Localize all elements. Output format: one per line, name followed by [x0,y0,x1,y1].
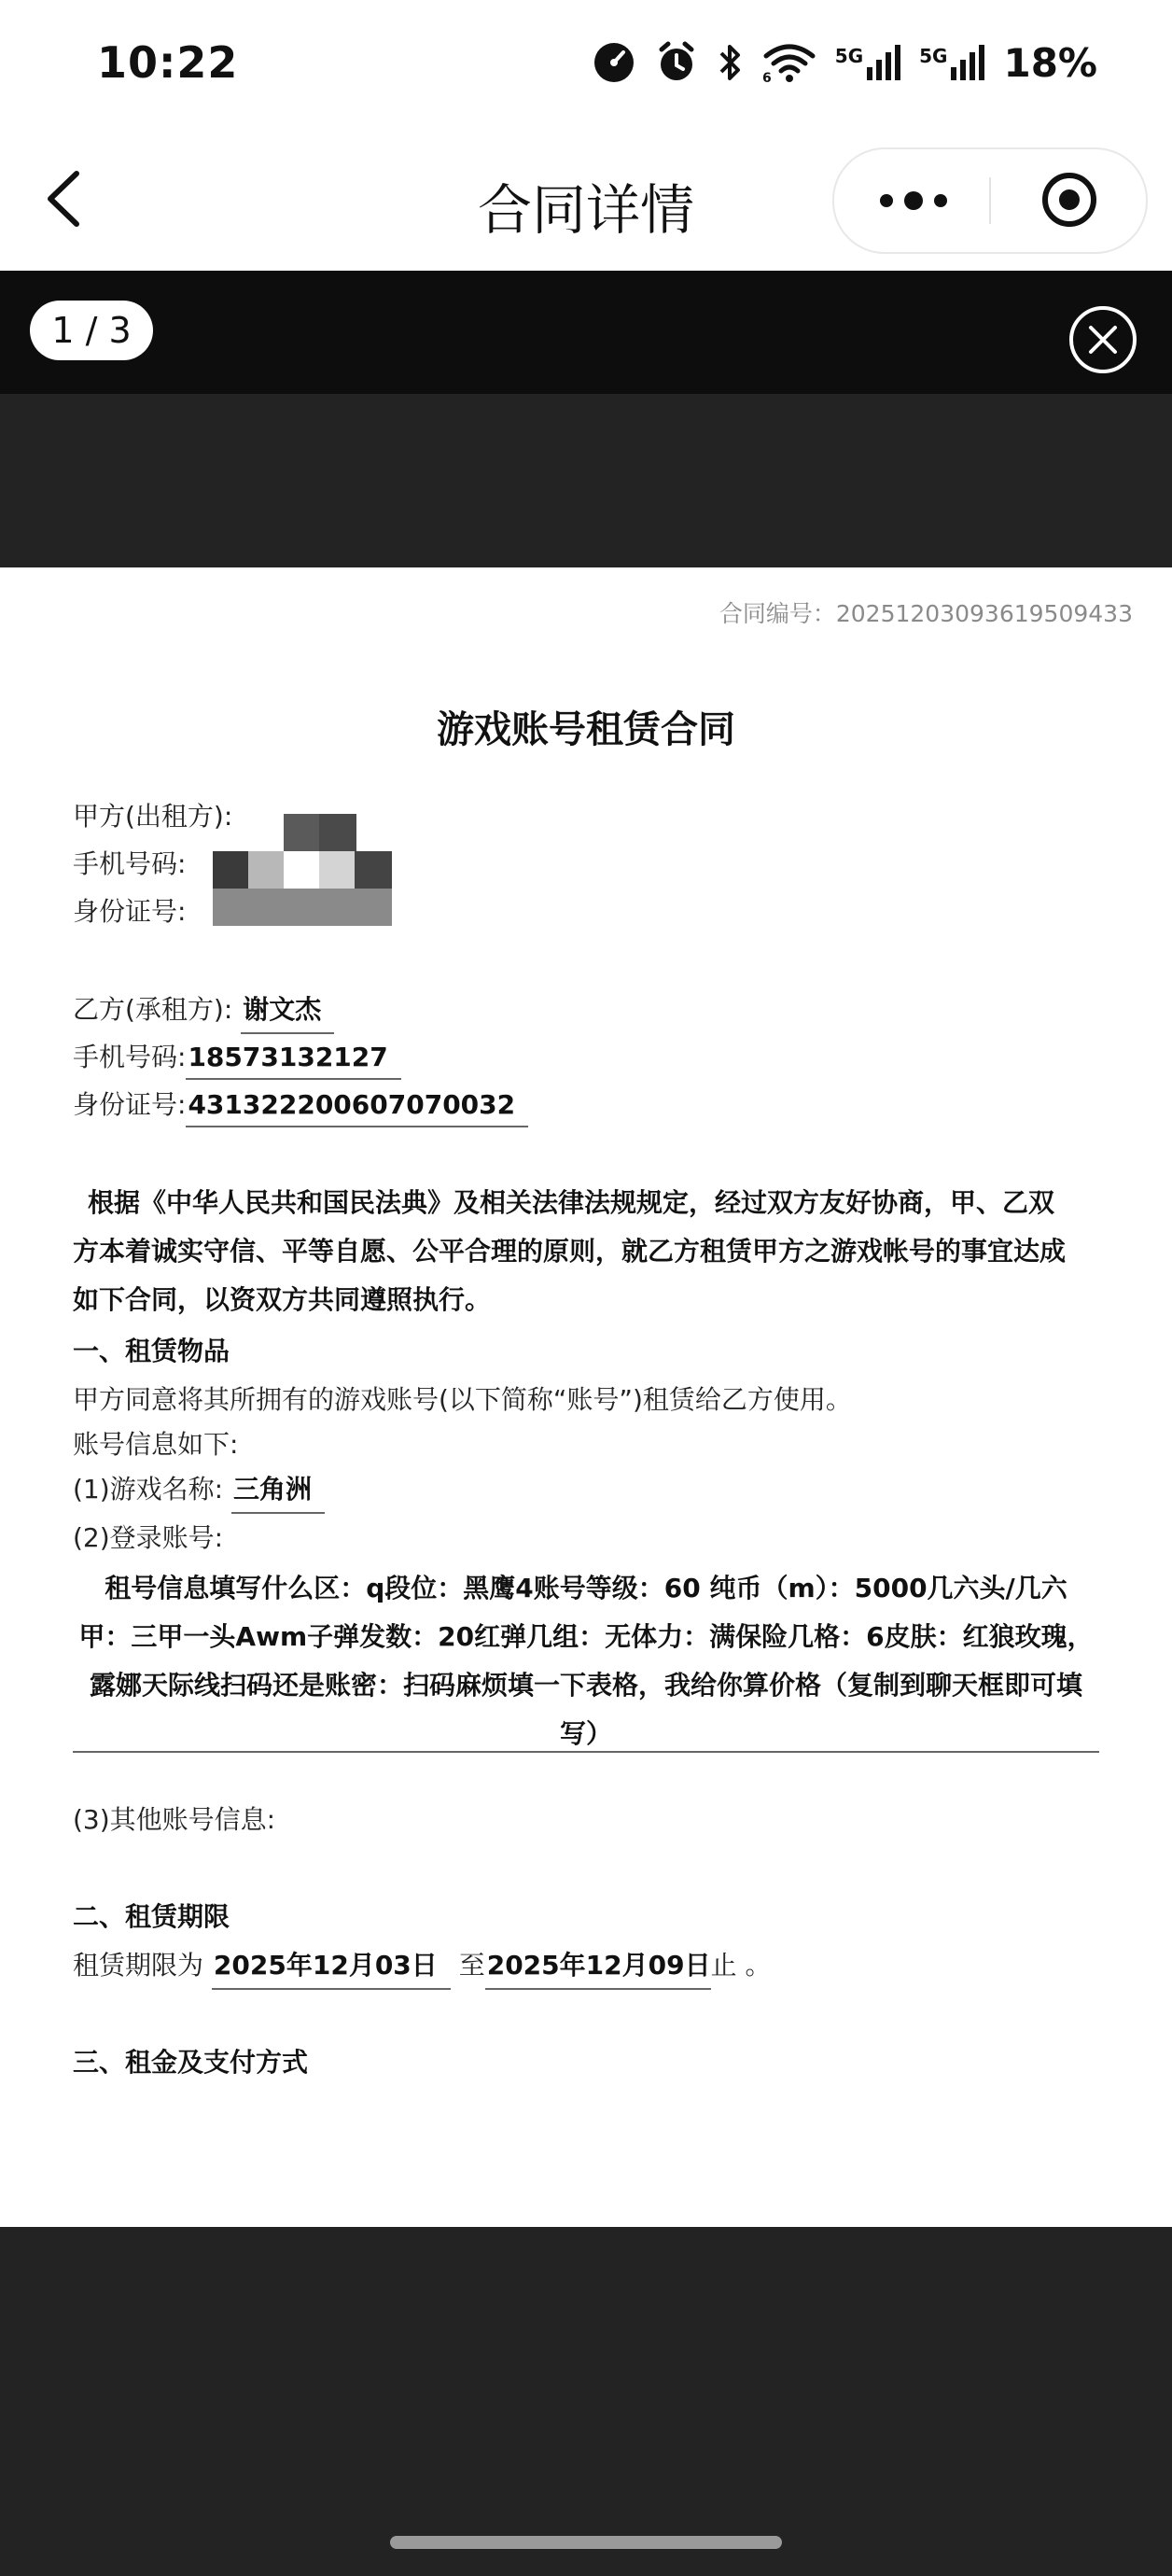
contract-number [719,595,1133,629]
page-title: 合同详情 [477,178,694,242]
account-info-line-1: 租号信息填写什么区：q段位：黑鹰4账号等级：60 纯币（m）：5000几六头/几六 [105,1573,1067,1603]
account-info-line-3: 露娜天际线扫码还是账密：扫码麻烦填一下表格，我给你算价格（复制到聊天框即可填 [89,1670,1082,1701]
lease-period-prefix: 租赁期限为 [73,1950,204,1981]
home-indicator[interactable] [390,2536,782,2549]
wifi-icon [762,41,816,84]
lease-end-date: 2025年12月09日 [485,1945,711,1990]
party-b-label: 乙方(承租方): [73,994,233,1025]
game-name-value: 三角洲 [231,1469,325,1514]
preamble-line-1: 根据《中华人民共和国民法典》及相关法律法规规定，经过双方友好协商，甲、乙双 [88,1187,1055,1218]
viewer-bottom-area [0,2227,1172,2576]
section-1-text-2: 账号信息如下: [73,1429,239,1460]
preamble-line-3: 如下合同，以资双方共同遵照执行。 [73,1284,492,1315]
contract-title: 游戏账号租赁合同 [437,708,735,751]
lease-period-mid: 至 [458,1950,485,1981]
signal-5g-1-icon [835,45,900,80]
page-counter: 1 / 3 [30,301,153,360]
party-b-phone: 18573132127 [186,1042,400,1080]
party-b-row [73,989,334,1034]
bluetooth-icon [718,41,744,84]
net1-label: 5G [834,45,864,67]
party-b-id: 431322200607070032 [186,1089,528,1127]
party-b-id-label: 身份证号: [73,1089,187,1120]
party-a-label: 甲方(出租方): [73,801,233,832]
close-miniprogram-icon[interactable] [1039,170,1099,230]
login-account-label: (2)登录账号: [73,1522,224,1553]
party-b-phone-row [73,1037,401,1080]
other-info-label: (3)其他账号信息: [73,1804,276,1835]
battery-level: 18% [1003,39,1097,86]
contract-number-value: 20251203093619509433 [835,600,1133,627]
party-b-id-row [73,1085,528,1127]
title-bar [0,131,1172,271]
contract-document [0,567,1172,2227]
lease-start-date: 2025年12月03日 [212,1945,451,1990]
image-viewer-bar [0,271,1172,394]
account-info-underline [73,1751,1099,1753]
section-3-heading: 三、租金及支付方式 [73,2047,309,2078]
status-bar [0,0,1172,131]
more-options-icon[interactable] [872,177,956,224]
game-name-row [73,1469,325,1514]
status-icons [593,39,1097,86]
status-time: 10:22 [97,37,239,88]
mini-program-capsule [832,147,1148,254]
section-2-heading: 二、租赁期限 [73,1901,230,1932]
capsule-divider [989,177,991,224]
lease-period-suffix: 止 。 [710,1950,772,1981]
party-b-phone-label: 手机号码: [73,1042,187,1072]
wifi-sub-label: 6 [761,71,772,84]
close-icon[interactable] [1067,304,1138,375]
preamble-line-2: 方本着诚实守信、平等自愿、公平合理的原则，就乙方租赁甲方之游戏帐号的事宜达成 [73,1236,1067,1267]
signal-5g-2-icon [919,45,984,80]
section-1-text-1: 甲方同意将其所拥有的游戏账号(以下简称“账号”)租赁给乙方使用。 [73,1384,852,1415]
party-b-name: 谢文杰 [241,989,334,1034]
alarm-icon [654,40,699,85]
lease-period-row [73,1945,772,1990]
account-info-line-2: 甲：三甲一头Awm子弹发数：20红弹几组：无体力：满保险几格：6皮肤：红狼玫瑰， [78,1621,1094,1652]
party-a-phone-label: 手机号码: [73,848,187,879]
redacted-mosaic [190,814,392,931]
section-1-heading: 一、租赁物品 [73,1336,230,1366]
speedometer-icon [593,41,635,84]
viewer-background [0,394,1172,567]
game-name-label: (1)游戏名称: [73,1474,224,1505]
account-info-line-4: 写） [559,1718,612,1749]
party-a-id-label: 身份证号: [73,896,187,927]
net2-label: 5G [919,45,948,67]
contract-number-label: 合同编号： [719,600,836,627]
